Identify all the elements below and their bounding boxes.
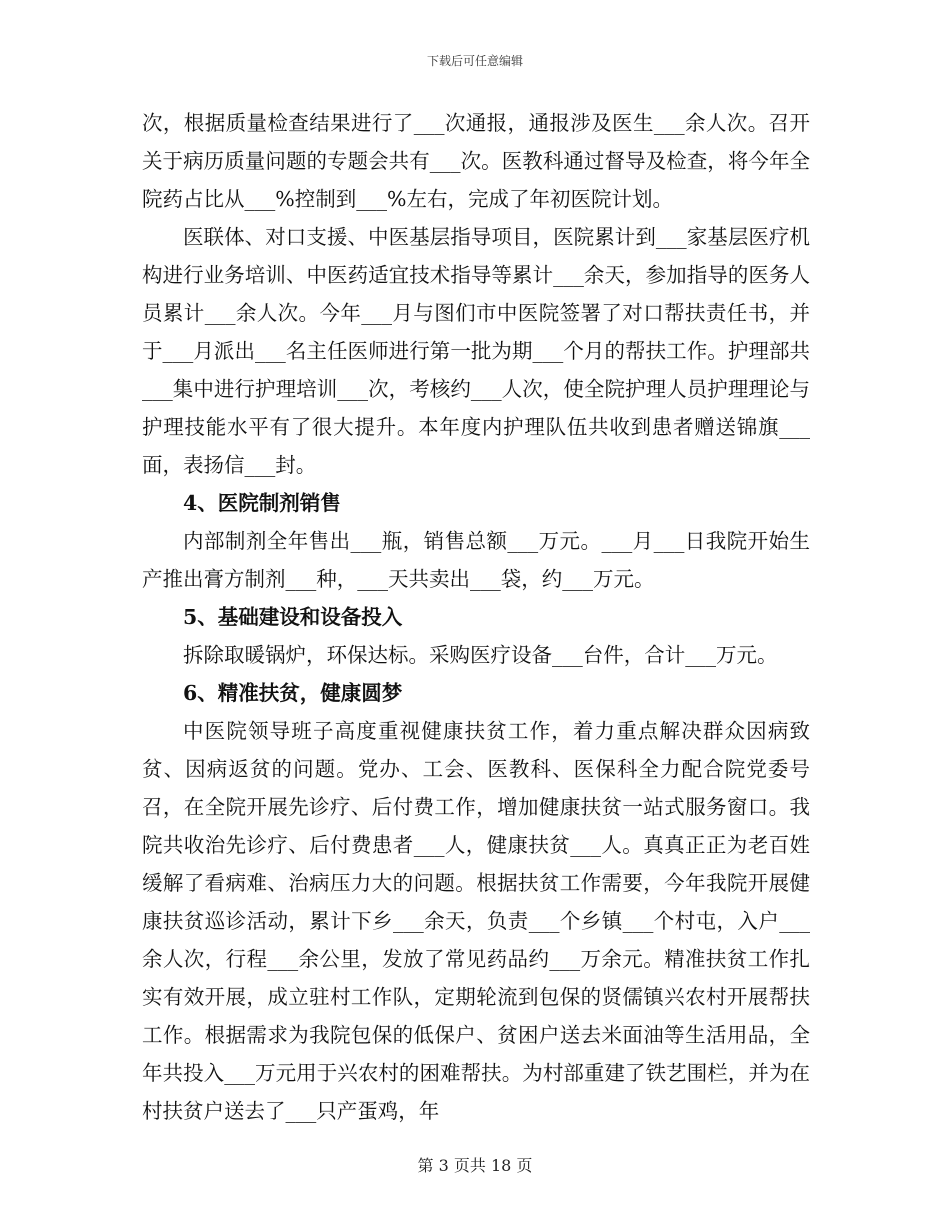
section-heading-infrastructure: 5、基础建设和设备投入 <box>183 605 403 629</box>
paragraph-quality-check: 次，根据质量检查结果进行了___次通报，通报涉及医生___余人次。召开关于病历质量问题的专题会共有___次。医教科通过督导及检查，将今年全院药占比从___%控制到___%左右，完成了年初医院计划。 <box>142 111 810 211</box>
page-header: 下载后可任意编辑 <box>426 54 523 68</box>
paragraph-poverty-alleviation: 中医院领导班子高度重视健康扶贫工作，着力重点解决群众因病致贫、因病返贫的问题。党办、工会、医教科、医保科全力配合院党委号召，在全院开展先诊疗、后付费工作，增加健康扶贫一站式服务窗口。我院共收治先诊疗、后付费患者___人，健康扶贫___人。真真正正为老百姓缓解了看病难、治病压力大的问题。根据扶贫工作需要，今年我院开展健康扶贫巡诊活动，累计下乡___余天，负责___个乡镇___个村屯，入户___余人次，行程___余公里，发放了常见药品约___万余元。精准扶贫工作扎实有效开展，成立驻村工作队，定期轮流到包保的贤儒镇兴农村开展帮扶工作。根据需求为我院包保的低保户、贫困户送去米面油等生活用品，全年共投入___万元用于兴农村的困难帮扶。为村部重建了铁艺围栏，并为在村扶贫户送去了___只产蛋鸡，年 <box>142 719 810 1123</box>
document-body <box>142 104 810 1130</box>
paragraph-medical-alliance: 医联体、对口支援、中医基层指导项目，医院累计到___家基层医疗机构进行业务培训、中医药适宜技术指导等累计___余天，参加指导的医务人员累计___余人次。今年___月与图们市中医院签署了对口帮扶责任书，并于___月派出___名主任医师进行第一批为期___个月的帮扶工作。护理部共___集中进行护理培训___次，考核约___人次，使全院护理人员护理理论与护理技能水平有了很大提升。本年度内护理队伍共收到患者赠送锦旗___面，表扬信___封。 <box>142 225 810 477</box>
section-heading-poverty-alleviation: 6、精准扶贫，健康圆梦 <box>183 681 403 705</box>
paragraph-infrastructure: 拆除取暖锅炉，环保达标。采购医疗设备___台件，合计___万元。 <box>183 643 778 667</box>
paragraph-preparations: 内部制剂全年售出___瓶，销售总额___万元。___月___日我院开始生产推出膏方制剂___种，___天共卖出___袋，约___万元。 <box>142 529 810 591</box>
page-footer: 第 3 页共 18 页 <box>417 1156 533 1175</box>
section-heading-preparations: 4、医院制剂销售 <box>183 491 341 515</box>
